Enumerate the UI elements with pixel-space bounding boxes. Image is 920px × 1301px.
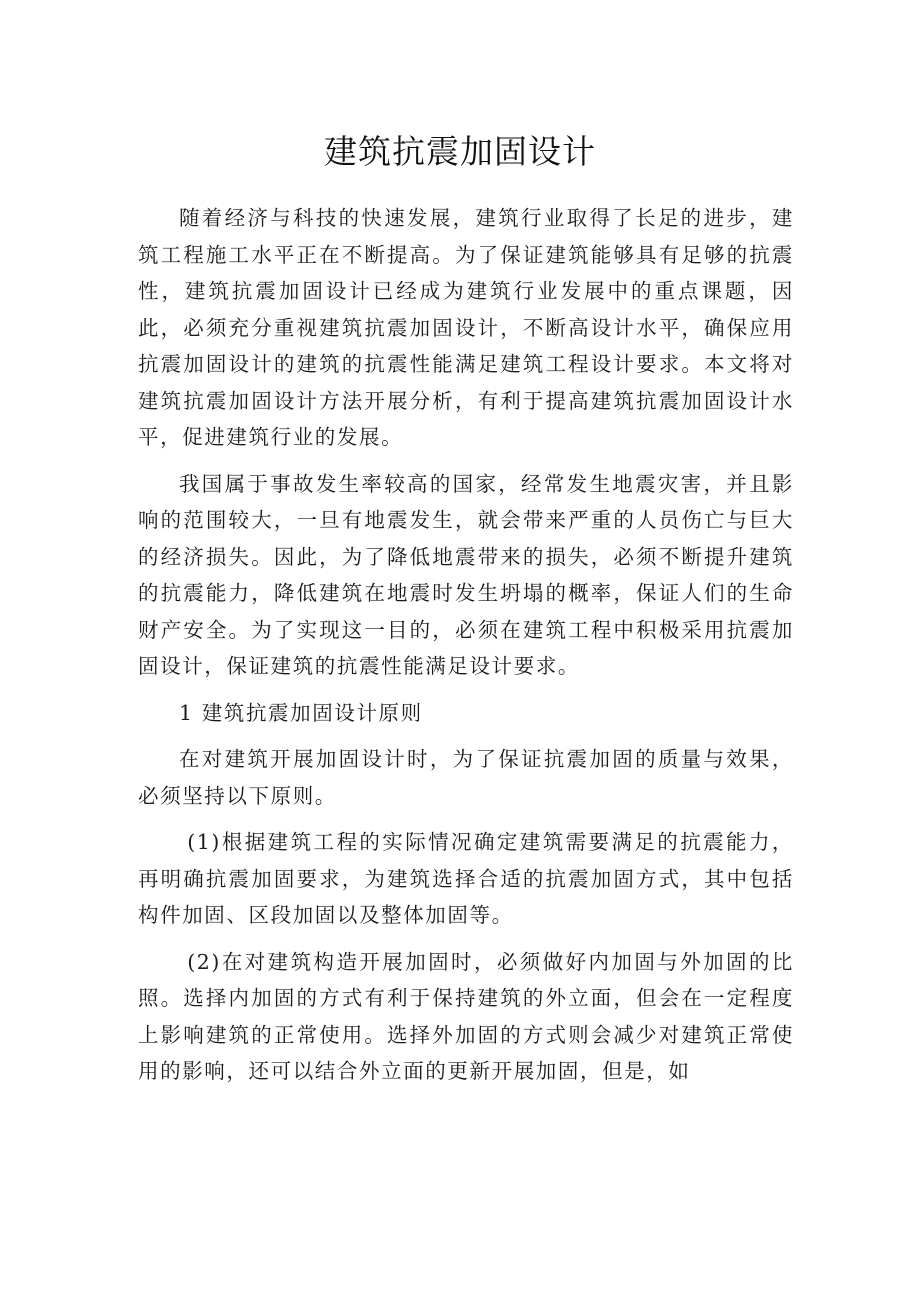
section-heading: 1 建筑抗震加固设计原则 [179, 700, 423, 725]
principle-item-1: (1)根据建筑工程的实际情况确定建筑需要满足的抗震能力，再明确抗震加固要求，为建筑选择合适的抗震加固方式，其中包括构件加固、区段加固以及整体加固等。 [138, 830, 794, 927]
paragraph-principles-intro: 在对建筑开展加固设计时，为了保证抗震加固的质量与效果，必须坚持以下原则。 [138, 747, 794, 808]
document-body [138, 200, 794, 1100]
paragraph-intro: 随着经济与科技的快速发展，建筑行业取得了长足的进步，建筑工程施工水平正在不断提高。为了保证建筑能够具有足够的抗震性，建筑抗震加固设计已经成为建筑行业发展中的重点课题，因此，必须充分重视建筑抗震加固设计，不断高设计水平，确保应用抗震加固设计的建筑的抗震性能满足建筑工程设计要求。本文将对建筑抗震加固设计方法开展分析，有利于提高建筑抗震加固设计水平，促进建筑行业的发展。 [138, 206, 794, 449]
document-title: 建筑抗震加固设计 [324, 132, 596, 171]
principle-item-2: (2)在对建筑构造开展加固时，必须做好内加固与外加固的比照。选择内加固的方式有利于保持建筑的外立面，但会在一定程度上影响建筑的正常使用。选择外加固的方式则会减少对建筑正常使用的影响，还可以结合外立面的更新开展加固，但是，如 [138, 949, 794, 1083]
paragraph-background: 我国属于事故发生率较高的国家，经常发生地震灾害，并且影响的范围较大，一旦有地震发生，就会带来严重的人员伤亡与巨大的经济损失。因此，为了降低地震带来的损失，必须不断提升建筑的抗震能力，降低建筑在地震时发生坍塌的概率，保证人们的生命财产安全。为了实现这一目的，必须在建筑工程中积极采用抗震加固设计，保证建筑的抗震性能满足设计要求。 [138, 471, 794, 678]
